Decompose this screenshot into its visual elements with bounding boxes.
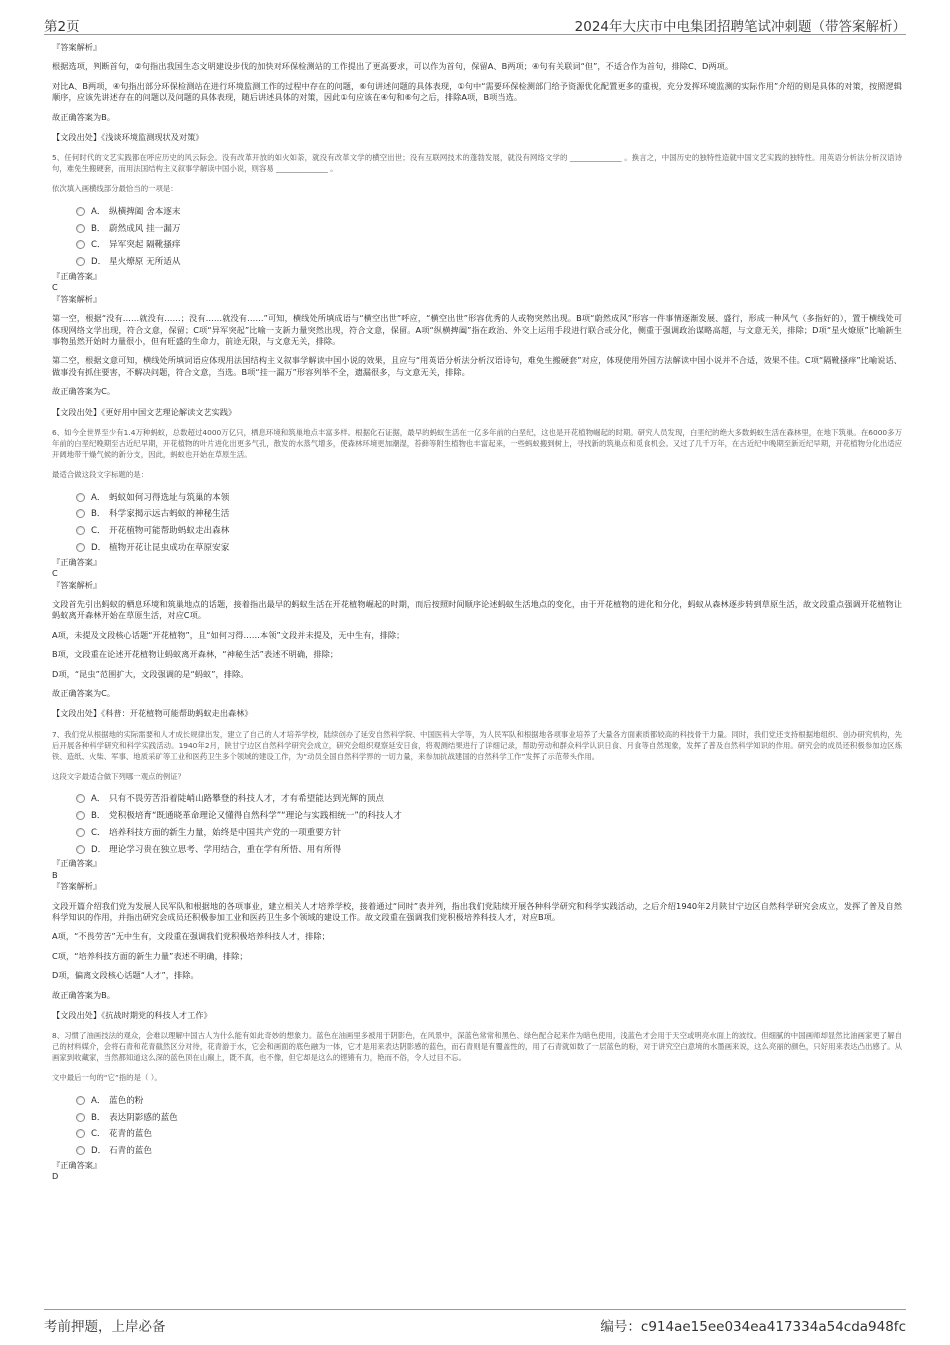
- analysis-label: 『答案解析』: [52, 881, 102, 892]
- analysis-paragraph: A项，未提及文段核心话题“开花植物”，且“如何习得……本领”文段并未提及，无中生有，排除；: [52, 629, 405, 640]
- radio-button[interactable]: [76, 509, 85, 518]
- answer-value: B: [52, 869, 58, 880]
- analysis-paragraph: B项，文段重在论述开花植物让蚂蚁离开森林，“神秘生活”表述不明确，排除；: [52, 649, 339, 660]
- radio-button[interactable]: [76, 240, 85, 249]
- question-text: 6、如今全世界至少有1.4万种蚂蚁，总数超过4000万亿只，栖息环境和筑巢地点丰富多样。根据化石证据，最早的蚂蚁生活在一亿多年前的白垩纪，这也是开花植物崛起的时期。研究人员发现，白垩纪的绝大多数蚂蚁生活在森林里，在地下筑巢。在6000多万年前的白垩纪晚期至古近纪早期，开花植物的叶片进化出更多气孔，散发的水蒸气增多，使森林环境更加潮湿，苔藓等附生植物也丰富起来，一些蚂蚁搬到树上，寻找新的筑巢点和觅食机会。又过了几千万年，在古近纪中晚期至新近纪早期，开花植物分化出适应开阔地带干燥气候的新分支，因此，蚂蚁也开始在草原生活。: [52, 428, 902, 460]
- option-letter: B．: [91, 223, 106, 234]
- option-text: 表达阴影感的蓝色: [109, 1112, 178, 1123]
- option-letter: B．: [91, 1112, 106, 1123]
- option-text: 只有不畏劳苦沿着陡峭山路攀登的科技人才，才有希望能达到光辉的顶点: [109, 794, 385, 805]
- option-c[interactable]: [76, 523, 902, 540]
- source-citation: 【文段出处】《更好用中国文艺理论解读文艺实践》: [52, 406, 237, 417]
- option-text: 蚂蚁如何习得选址与筑巢的本领: [109, 492, 230, 503]
- option-text: 石青的蓝色: [109, 1146, 152, 1157]
- analysis-paragraph: C项，“培养科技方面的新生力量”表述不明确，排除；: [52, 950, 248, 961]
- option-a[interactable]: [76, 490, 902, 507]
- source-citation: 【文段出处】《浅谈环境监测现状及对策》: [52, 132, 204, 143]
- option-text: 党积极培育“既通晓革命理论又懂得自然科学”“理论与实践相统一”的科技人才: [109, 810, 402, 821]
- radio-button[interactable]: [76, 828, 85, 837]
- analysis-paragraph: D项，“昆虫”范围扩大，文段强调的是“蚂蚁”，排除。: [52, 668, 249, 679]
- page-number: 第2页: [44, 19, 80, 35]
- answer-value: C: [52, 282, 58, 293]
- radio-button[interactable]: [76, 207, 85, 216]
- analysis-paragraph: D项，偏离文段核心话题“人才”，排除。: [52, 970, 199, 981]
- radio-button[interactable]: [76, 526, 85, 535]
- question-8: [52, 1030, 902, 1182]
- option-c[interactable]: [76, 825, 902, 842]
- option-c[interactable]: [76, 1126, 902, 1143]
- question-prompt: 文中最后一句的“它”指的是（ ）。: [52, 1073, 162, 1083]
- conclusion-text: 故正确答案为C。: [52, 386, 116, 397]
- question-5: [52, 152, 902, 418]
- option-letter: A．: [91, 492, 106, 503]
- option-d[interactable]: [76, 254, 902, 271]
- radio-button[interactable]: [76, 1096, 85, 1105]
- option-text: 星火燎原 无所适从: [109, 257, 181, 268]
- conclusion-text: 故正确答案为B。: [52, 111, 115, 122]
- conclusion-text: 故正确答案为B。: [52, 989, 115, 1000]
- radio-button[interactable]: [76, 1146, 85, 1155]
- question-prompt: 最适合做这段文字标题的是：: [52, 470, 149, 480]
- option-text: 蓝色的粉: [109, 1095, 144, 1106]
- option-b[interactable]: [76, 221, 902, 238]
- analysis-label: 『答案解析』: [52, 293, 102, 304]
- answer-label: 『正确答案』: [52, 1160, 102, 1170]
- document-id: 编号：c914ae15ee034ea417334a54cda948fc: [600, 1319, 906, 1335]
- document-title: 2024年大庆市中电集团招聘笔试冲刺题（带答案解析）: [574, 19, 906, 35]
- analysis-paragraph: 第二空，根据文意可知，横线处所填词语应体现用法国结构主义叙事学解读中国小说的效果，且应与“用英语分析法分析汉语诗句，难免生搬硬套”对应，体现使用外国方法解读中国小说并不合适，效果不佳。C项“隔靴搔痒”比喻说话、做事没有抓住要害，不解决问题，符合文意，当选。B项“挂一漏万”形容列举不全，遗漏很多，与文意无关，排除。: [52, 355, 902, 377]
- option-d[interactable]: [76, 1143, 902, 1160]
- question-7: [52, 729, 902, 1022]
- option-letter: C．: [91, 1129, 106, 1140]
- radio-button[interactable]: [76, 543, 85, 552]
- option-text: 异军突起 隔靴搔痒: [109, 240, 181, 251]
- analysis-paragraph: 根据选项，判断首句，②句指出我国生态文明建设步伐的加快对环保检测站的工作提出了更高要求，可以作为首句，保留A、B两项；④句有关联词“但”，不适合作为首句，排除C、D两项。: [52, 61, 734, 72]
- option-d[interactable]: [76, 842, 902, 859]
- question-6: [52, 427, 902, 720]
- option-list: [76, 204, 902, 271]
- option-letter: D．: [91, 542, 107, 553]
- option-letter: A．: [91, 1095, 106, 1106]
- analysis-paragraph: 对比A、B两项，④句指出部分环保检测站在进行环境监测工作的过程中存在的问题，⑥句讲述问题的具体表现，①句中“需要环保检测部门给予资源优化配置更多的重视，充分发挥环境监测的实际作用”介绍的则是具体的对策，按照逻辑顺序，应该先讲述存在的问题以及问题的具体表现，随后讲述具体的对策，因此①句应该在④句和⑥句之后，排除A项，B项当选。: [52, 80, 902, 103]
- option-text: 花青的蓝色: [109, 1129, 152, 1140]
- option-letter: A．: [91, 794, 106, 805]
- option-d[interactable]: [76, 540, 902, 557]
- radio-button[interactable]: [76, 845, 85, 854]
- option-text: 培养科技方面的新生力量，始终是中国共产党的一项重要方针: [109, 827, 342, 838]
- answer-value: C: [52, 568, 58, 579]
- option-text: 植物开花让昆虫成功在草原安家: [109, 542, 230, 553]
- option-b[interactable]: [76, 1110, 902, 1127]
- option-a[interactable]: [76, 791, 902, 808]
- option-text: 蔚然成风 挂一漏万: [109, 223, 181, 234]
- radio-button[interactable]: [76, 257, 85, 266]
- option-letter: C．: [91, 240, 106, 251]
- option-text: 科学家揭示远古蚂蚁的神秘生活: [109, 509, 230, 520]
- option-list: [76, 791, 902, 858]
- option-c[interactable]: [76, 237, 902, 254]
- question-prompt: 这段文字最适合做下列哪一观点的例证？: [52, 771, 186, 781]
- answer-label: 『正确答案』: [52, 556, 102, 567]
- source-citation: 【文段出处】《科普：开花植物可能帮助蚂蚁走出森林》: [52, 708, 253, 719]
- option-text: 纵横捭阖 舍本逐末: [109, 206, 181, 217]
- option-letter: B．: [91, 509, 106, 520]
- radio-button[interactable]: [76, 794, 85, 803]
- option-list: [76, 1093, 902, 1160]
- option-letter: C．: [91, 526, 106, 537]
- answer-label: 『正确答案』: [52, 271, 102, 282]
- option-a[interactable]: [76, 204, 902, 221]
- radio-button[interactable]: [76, 224, 85, 233]
- analysis-label: 『答案解析』: [52, 579, 102, 590]
- question-text: 7、我们党从根据地的实际需要和人才成长规律出发，建立了自己的人才培养学校，陆续创办了延安自然科学院、中国医科大学等，为人民军队和根据地各项事业培养了大量各方面素质都较高的科技骨干力量。同时，我们党还支持根据地组织、创办研究机构，先后开展各种科学研究和科学实践活动。1940年2月，陕甘宁边区自然科学研究会成立，研究会组织观察延安日食，将观测结果进行了详细记录，帮助劳动和群众科学认识日食、月食等自然现象，发挥了普及自然科学知识的作用。研究会的成员还积极参加边区炼铁、造纸、火柴、军事、地质采矿等工业和医药卫生多个领域的建设工作，为“动员全国自然科学界的一切力量，来参加抗战建国的自然科学工作”发挥了示范带头作用。: [52, 729, 902, 761]
- option-b[interactable]: [76, 808, 902, 825]
- answer-label: 『正确答案』: [52, 858, 102, 869]
- analysis-paragraph: 第一空，根据“没有……就没有……；没有……就没有……”可知，横线处所填成语与“横空出世”呼应，“横空出世”形容优秀的人或物突然出现。B项“蔚然成风”形容一件事情逐渐发展、盛行，形成一种风气（多指好的），置于横线处可体现网络文学出现，符合文意，保留；C项“异军突起”比喻一支新力量突然出现，符合文意，保留。A项“纵横捭阖”指在政治、外交上运用手段进行联合或分化，侧重于强调政治谋略高超，与文意无关，排除；D项“星火燎原”比喻新生事物虽然开始时力量很小，但有旺盛的生命力，前途无限，与文意无关，排除。: [52, 313, 902, 347]
- conclusion-text: 故正确答案为C。: [52, 687, 116, 698]
- analysis-paragraph: 文段开篇介绍我们党为发展人民军队和根据地的各项事业，建立相关人才培养学校，接着通过“同时”表并列，指出我们党陆续开展各种科学研究和科学实践活动，之后介绍1940年2月陕甘宁边区自然科学研究会成立，发挥了普及自然科学知识的作用，并指出研究会成员还积极参加工业和医药卫生多个领域的建设工作。故文段重在强调我们党积极培养科技人才，对应B项。: [52, 900, 902, 922]
- question-4-analysis: [52, 42, 902, 143]
- answer-value: D: [52, 1171, 59, 1182]
- analysis-paragraph: 文段首先引出蚂蚁的栖息环境和筑巢地点的话题，接着指出最早的蚂蚁生活在开花植物崛起的时期，而后按照时间顺序论述蚂蚁生活地点的变化，由于开花植物的进化和分化，蚂蚁从森林逐步转到草原生活，故文段重点强调开花植物让蚂蚁离开森林开始在草原生活，对应C项。: [52, 598, 902, 621]
- option-a[interactable]: [76, 1093, 902, 1110]
- option-text: 开花植物可能帮助蚂蚁走出森林: [109, 526, 230, 537]
- option-b[interactable]: [76, 506, 902, 523]
- option-letter: D．: [91, 1146, 107, 1157]
- radio-button[interactable]: [76, 1129, 85, 1138]
- option-letter: D．: [91, 257, 107, 268]
- option-text: 理论学习贵在独立思考、学用结合，重在学有所悟、用有所得: [109, 844, 342, 855]
- option-letter: A．: [91, 206, 106, 217]
- radio-button[interactable]: [76, 811, 85, 820]
- option-list: [76, 490, 902, 557]
- option-letter: B．: [91, 810, 106, 821]
- option-letter: C．: [91, 827, 106, 838]
- page-header: [44, 12, 906, 35]
- radio-button[interactable]: [76, 1113, 85, 1122]
- option-letter: D．: [91, 844, 107, 855]
- analysis-paragraph: A项，“不畏劳苦”无中生有，文段重在强调我们党积极培养科技人才，排除；: [52, 931, 330, 942]
- page-footer: [44, 1309, 906, 1334]
- question-prompt: 依次填入画横线部分最恰当的一项是：: [52, 184, 178, 194]
- source-citation: 【文段出处】《抗战时期党的科技人才工作》: [52, 1010, 212, 1020]
- document-body: [52, 42, 902, 1183]
- analysis-label: 『答案解析』: [52, 42, 102, 52]
- footer-slogan: 考前押题，上岸必备: [44, 1319, 166, 1335]
- question-text: 8、习惯了油画技法的观众，会难以理解中国古人为什么能有如此奇妙的想象力。蓝色在油画里多被用于阴影色，在风景中，深蓝色常常和黑色、绿色配合起来作为暗色使用，浅蓝色才会用于天空或明亮水面上的波纹。但细腻的中国画师却显然比油画家更了解自己的材料媒介，会将石青和花青截然区分对待，花青游于水，它会和画面的底色融为一体，它才是用来表达阴影感的蓝色，而石青则是有覆盖性的，用了石青就如数了一层蓝色的粉，对于讲究空白意境的水墨画来说，这么亮丽的颜色，只好用来表达凸出感了。从画家到收藏家，当然都知道这么深的蓝色顶在山巅上，既不真，也不像，但它却是这么的铿锵有力，艳而不俗，令人过目不忘。: [52, 1031, 902, 1063]
- question-text: 5、任何时代的文艺实践都在呼应历史的风云际会。没有改革开放的如火如荼，就没有改革文学的横空出世；没有互联网技术的蓬勃发展，就没有网络文学的 ______________ 。换言之，中国历史的独特性造就中国文艺实践的独特性。用英语分析法分析汉语诗句，难免生搬硬套，而用法国结构主义叙事学解读中国小说，则容易 ______________ 。: [52, 153, 902, 174]
- radio-button[interactable]: [76, 493, 85, 502]
